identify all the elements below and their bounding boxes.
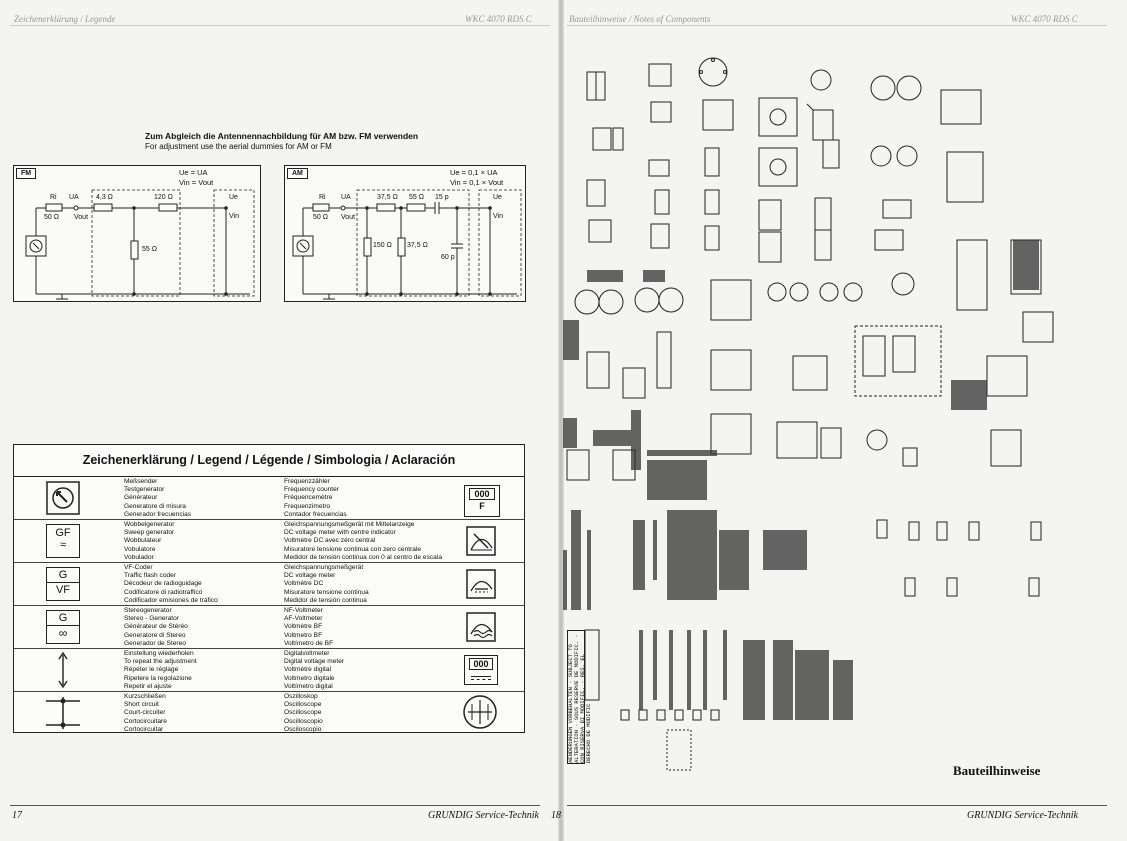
right-footer-rule bbox=[567, 805, 1107, 806]
am-tag: AM bbox=[287, 168, 308, 179]
digital-voltmeter-icon bbox=[464, 655, 498, 685]
adjustment-note-de: Zum Abgleich die Antennennachbildung für AM bzw. FM verwenden bbox=[145, 131, 419, 141]
vf-coder-label-top: G bbox=[58, 569, 68, 581]
short-circuit-icon bbox=[42, 694, 84, 732]
left-header-model: WKC 4070 RDS C bbox=[465, 14, 532, 24]
alteration-notice-box bbox=[567, 630, 667, 762]
sweep-wave-glyph: ≈ bbox=[59, 539, 67, 551]
legend-row-stereo-generator bbox=[14, 606, 524, 649]
legend-row-vf-coder bbox=[14, 563, 524, 606]
sweep-generator-icon bbox=[46, 524, 80, 558]
legend-left-text: Meßsender Testgenerator Générateur Generatore di misura Generador frecuencias bbox=[124, 478, 192, 518]
legend-right-text: Gleichspannungsmeßgerät mit Mittelanzeige DC voltage meter with centre indicator Voltmètre DC avec zéro central Misuratore tensione continua con zero centrale Medidor de tensión continua con 0 al centro de escala bbox=[284, 521, 442, 561]
left-page-number: 17 bbox=[12, 810, 22, 821]
right-footer-brand: GRUNDIG Service-Technik bbox=[967, 810, 1078, 821]
fm-ri-label: Ri bbox=[50, 194, 57, 201]
right-page bbox=[551, 0, 1127, 841]
stereo-rings-glyph: ∞ bbox=[47, 625, 79, 640]
frequency-counter-letter: F bbox=[479, 501, 485, 511]
fm-ue-label: Ue bbox=[229, 194, 238, 201]
left-footer-brand: GRUNDIG Service-Technik bbox=[428, 810, 539, 821]
legend-row-repeat-adjustment bbox=[14, 649, 524, 692]
am-vin-label: Vin bbox=[493, 213, 503, 220]
oscilloscope-icon bbox=[462, 694, 498, 730]
right-page-title: Bauteilhinweise bbox=[953, 763, 1041, 778]
legend-title: Zeichenerklärung / Legend / Légende / Simbologia / Aclaración bbox=[82, 453, 456, 467]
fm-r1-label: 4,3 Ω bbox=[96, 194, 113, 201]
digital-voltmeter-dc-mark bbox=[471, 676, 491, 680]
legend-left-text: Kurzschließen Short circuit Court-circuiter Cortocircuitare Cortocircuitar bbox=[124, 693, 167, 733]
center-zero-meter-icon bbox=[466, 526, 496, 556]
am-c2-label: 60 p bbox=[441, 254, 455, 261]
dc-voltmeter-icon bbox=[466, 569, 496, 599]
am-formula-1: Ue = 0,1 × UA bbox=[450, 168, 498, 177]
left-header-title: Zeichenerklärung / Legende bbox=[14, 14, 116, 24]
legend-right-text: NF-Voltmeter AF-Voltmeter Voltmètre BF Voltmetro BF Voltímetro de BF bbox=[284, 607, 334, 647]
legend-left-text: Einstellung wiederholen To repeat the adjustment Répéter le réglage Ripetere la regolazione Repetir el ajuste bbox=[124, 650, 197, 690]
am-source-resistor-label: 50 Ω bbox=[313, 214, 328, 221]
stereo-generator-label: G bbox=[58, 612, 68, 624]
sweep-generator-label: GF bbox=[55, 527, 71, 539]
fm-vout-label: Vout bbox=[74, 214, 89, 221]
af-voltmeter-icon bbox=[466, 612, 496, 642]
vf-coder-label-bottom: VF bbox=[47, 582, 79, 597]
digital-voltmeter-display: 000 bbox=[469, 658, 493, 670]
am-ri-label: Ri bbox=[319, 194, 326, 201]
am-aerial-dummy-circuit bbox=[284, 165, 526, 302]
legend-left-text: Wobbelgenerator Sweep generator Wobbulateur Vobulatore Vobulador bbox=[124, 521, 175, 561]
left-footer-rule bbox=[10, 805, 540, 806]
signal-generator-icon bbox=[46, 481, 80, 515]
legend-right-text: Digitalvoltmeter Digital voltage meter Voltmètre digital Voltmetro digitale Voltímetro digital bbox=[284, 650, 345, 690]
am-formula-2: Vin = 0,1 × Vout bbox=[450, 178, 504, 187]
alteration-notice: AENDERUNGEN VORBEHALTEN · SUBJECT TO ALTERATION · SOUS RESERVE DE MODIFIC. · CON RISERVA DI MODIFIC. · RES. EL DERECHO DE MODIFIC bbox=[567, 630, 585, 764]
am-ue-label: Ue bbox=[493, 194, 502, 201]
fm-source-resistor-label: 50 Ω bbox=[44, 214, 59, 221]
fm-tag: FM bbox=[16, 168, 36, 179]
frequency-counter-icon bbox=[464, 485, 500, 517]
vf-coder-icon bbox=[46, 567, 80, 601]
fm-vin-label: Vin bbox=[229, 213, 239, 220]
fm-schematic bbox=[14, 166, 260, 301]
legend-row-sweep-generator bbox=[14, 520, 524, 563]
right-header-title: Bauteilhinweise / Notes of Components bbox=[569, 14, 711, 24]
legend-right-text: Oszilloskop Oscilloscope Oscilloscope Oscilloscopio Osciloscopio bbox=[284, 693, 323, 733]
am-ua-label: UA bbox=[341, 194, 351, 201]
right-header-model: WKC 4070 RDS C bbox=[1011, 14, 1078, 24]
left-header-rule bbox=[10, 25, 550, 26]
adjustment-note-en: For adjustment use the aerial dummies for AM or FM bbox=[145, 142, 332, 151]
repeat-adjustment-icon bbox=[54, 651, 72, 689]
legend-right-text: Gleichspannungsmeßgerät DC voltage meter Voltmètre DC Misuratore tensione continua Medidor de tensión continua bbox=[284, 564, 369, 604]
legend-left-text: VF-Coder Traffic flash coder Décodeur de radioguidage Codificatore di radiotraffico Codificador emisiones de tráfico bbox=[124, 564, 218, 604]
frequency-counter-display: 000 bbox=[469, 488, 495, 500]
legend-row-short-circuit bbox=[14, 692, 524, 732]
am-r3-label: 150 Ω bbox=[373, 242, 392, 249]
fm-ua-label: UA bbox=[69, 194, 79, 201]
am-c1-label: 15 p bbox=[435, 194, 449, 201]
right-header-rule bbox=[567, 25, 1107, 26]
symbol-legend-table bbox=[13, 444, 525, 733]
fm-r2-label: 120 Ω bbox=[154, 194, 173, 201]
am-r4-label: 37,5 Ω bbox=[407, 242, 428, 249]
am-r1-label: 37,5 Ω bbox=[377, 194, 398, 201]
am-vout-label: Vout bbox=[341, 214, 356, 221]
fm-r3-label: 55 Ω bbox=[142, 246, 157, 253]
fm-aerial-dummy-circuit bbox=[13, 165, 261, 302]
fm-formula-2: Vin = Vout bbox=[179, 178, 214, 187]
left-page bbox=[0, 0, 560, 841]
fm-formula-1: Ue = UA bbox=[179, 168, 208, 177]
right-page-number: 18 bbox=[551, 810, 561, 821]
am-r2-label: 55 Ω bbox=[409, 194, 424, 201]
stereo-generator-icon bbox=[46, 610, 80, 644]
legend-right-text: Frequenzzähler Frequency counter Fréquencemètre Frequenzimetro Contador frecuencias bbox=[284, 478, 347, 518]
legend-left-text: Stereogenerator Stereo - Generator Générateur de Stéréo Generatore di Stereo Generador de Stereo bbox=[124, 607, 188, 647]
legend-row-signal-generator bbox=[14, 477, 524, 520]
